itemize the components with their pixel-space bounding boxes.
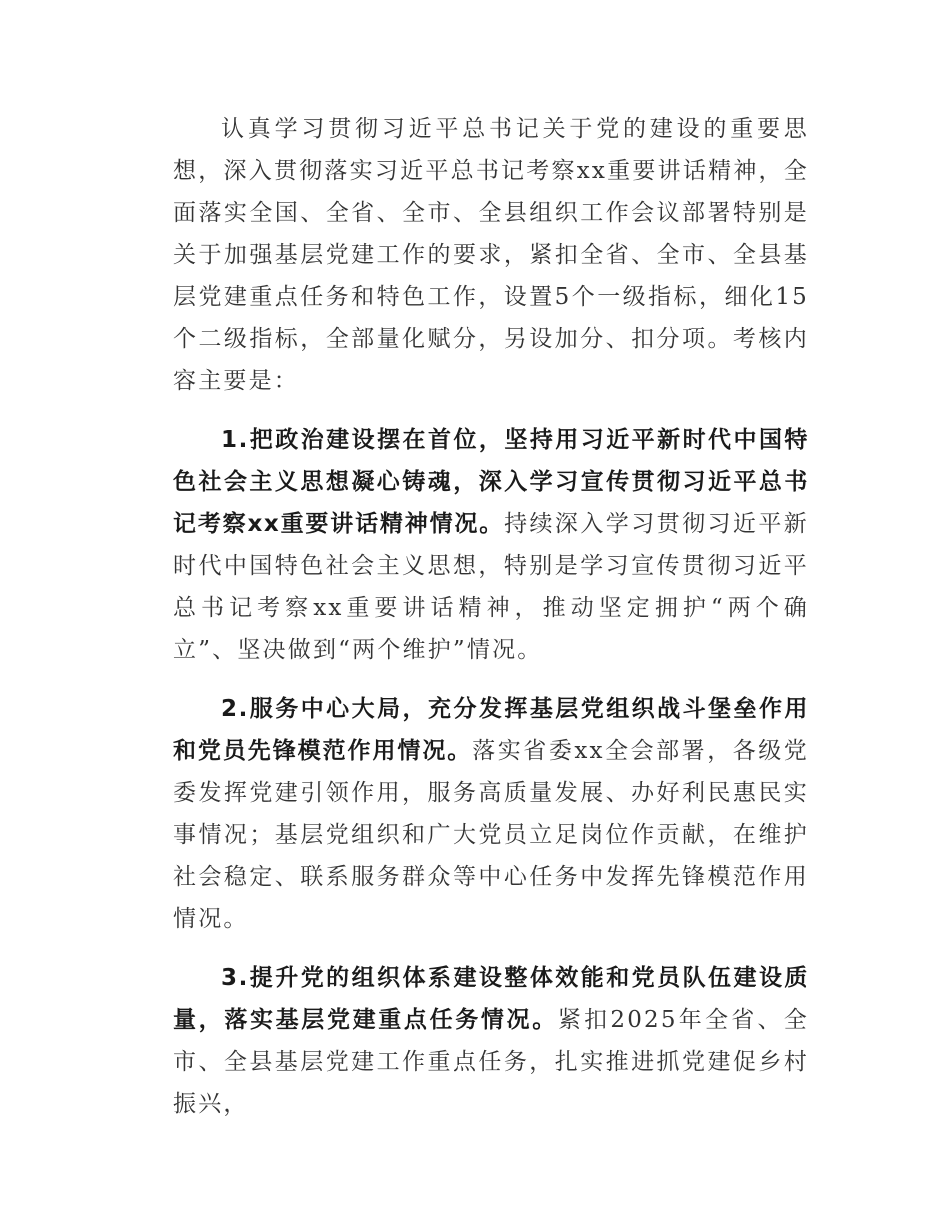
point-3-heading: 3.提升党的组织体系建设整体效能和党员队伍建设质量，落实基层党建重点任务情况。 — [173, 965, 809, 1033]
point-2-body: 落实省委xx全会部署，各级党委发挥党建引领作用，服务高质量发展、办好利民惠民实事情况；基层党组织和广大党员立足岗位作贡献，在维护社会稳定、联系服务群众等中心任务中发挥先锋模范作用情况。 — [173, 738, 810, 932]
paragraph-body: 认真学习贯彻习近平总书记关于党的建设的重要思想，深入贯彻落实习近平总书记考察xx重要讲话精神，全面落实全国、全省、全市、全县组织工作会议部署特别是关于加强基层党建工作的要求，紧扣全省、全市、全县基层党建重点任务和特色工作，设置5个一级指标，细化15个二级指标，全部量化赋分，另设加分、扣分项。考核内容主要是： — [173, 116, 809, 394]
point-2-heading: 2.服务中心大局，充分发挥基层党组织战斗堡垒作用和党员先锋模范作用情况。 — [173, 696, 809, 764]
document-body — [173, 108, 809, 1125]
point-2-paragraph — [173, 688, 809, 940]
point-3-body: 紧扣2025年全省、全市、全县基层党建工作重点任务，扎实推进抓党建促乡村振兴， — [173, 1007, 810, 1117]
point-1-paragraph — [173, 419, 809, 671]
intro-paragraph — [173, 108, 809, 402]
point-1-body: 持续深入学习贯彻习近平新时代中国特色社会主义思想，特别是学习宣传贯彻习近平总书记考察xx重要讲话精神，推动坚定拥护“两个确立”、坚决做到“两个维护”情况。 — [173, 511, 809, 663]
point-3-paragraph — [173, 957, 809, 1125]
point-1-heading: 1.把政治建设摆在首位，坚持用习近平新时代中国特色社会主义思想凝心铸魂，深入学习宣传贯彻习近平总书记考察xx重要讲话精神情况。 — [173, 427, 809, 537]
